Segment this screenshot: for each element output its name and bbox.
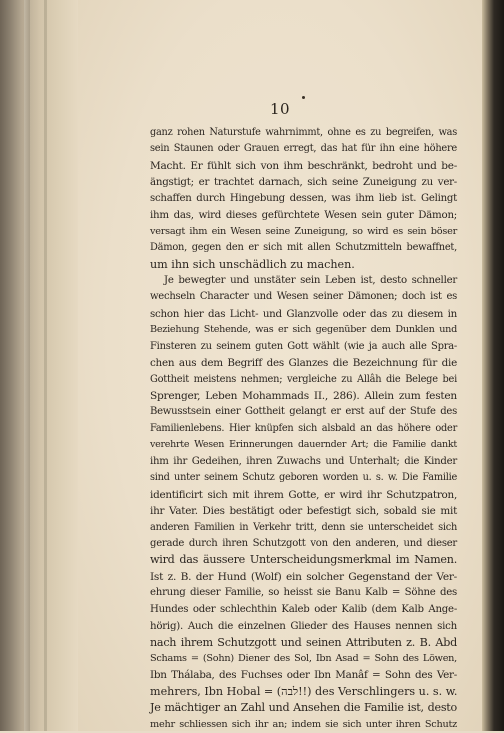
text-line: Gottheit meistens nehmen; vergleiche zu Allâh die Belege bei (150, 373, 457, 385)
page-number: 10 (269, 100, 291, 118)
text-line: ihr Vater. Dies bestätigt oder befestigt sich, sobald sie mit (150, 505, 457, 518)
text-line: Sprenger, Leben Mohammads II., 286). Allein zum festen (150, 390, 457, 402)
text-line: verehrte Wesen Erinnerungen dauernder Art; die Familie dankt (150, 439, 457, 451)
text-line: gerade durch ihren Schutzgott von den anderen, und dieser (150, 537, 457, 549)
text-line: chen aus dem Begriff des Glanzes die Bezeichnung für die (150, 357, 457, 370)
text-line: Dämon, gegen den er sich mit allen Schutzmitteln bewaffnet, (150, 242, 457, 254)
text-line: ihm ihr Gedeihen, ihren Zuwachs und Unterhalt; die Kinder (150, 455, 457, 467)
text-line: ihm das, wird dieses gefürchtete Wesen sein guter Dämon; (150, 209, 457, 222)
text-line: anderen Familien in Verkehr tritt, denn sie unterscheidet sich (150, 521, 457, 533)
text-line: schaffen durch Hingebung dessen, was ihm lieb ist. Gelingt (150, 192, 457, 204)
text-line: Schams = (Sohn) Diener des Sol, Ibn Asad = Sohn des Löwen, (150, 653, 457, 664)
book-binding (0, 0, 78, 731)
text-line: versagt ihm ein Wesen seine Zuneigung, so wird es sein böser (150, 225, 457, 237)
text-line: sein Staunen oder Grauen erregt, das hat für ihn eine höhere (150, 143, 457, 155)
text-line: Familienlebens. Hier knüpfen sich alsbald an das höhere oder (150, 422, 457, 434)
printer-mark (302, 96, 305, 99)
text-line: Beziehung Stehende, was er sich gegenüber dem Dunklen und (150, 324, 457, 336)
text-line: Bewusstsein einer Gottheit gelangt er erst auf der Stufe des (150, 406, 457, 418)
text-line: sind unter seinem Schutz geboren worden u. s. w. Die Familie (150, 472, 457, 484)
text-line: identificirt sich mit ihrem Gotte, er wird ihr Schutzpatron, (150, 488, 457, 501)
text-line: nach ihrem Schutzgott und seinen Attributen z. B. Abd (150, 635, 457, 649)
text-line: wechseln Character und Wesen seiner Dämonen; doch ist es (150, 291, 457, 303)
text-line: Macht. Er fühlt sich von ihm beschränkt, bedroht und be- (150, 159, 457, 172)
body-text (150, 125, 457, 733)
text-line: ängstigt; er trachtet darnach, sich seine Zuneigung zu ver- (150, 176, 457, 189)
page-right-edge (482, 0, 504, 731)
text-line: schon hier das Licht- und Glanzvolle oder das zu diesem in (150, 307, 457, 320)
text-line: Je bewegter und unstäter sein Leben ist, desto schneller (164, 274, 457, 286)
text-line: ehrung dieser Familie, so heisst sie Banu Kalb = Söhne des (150, 587, 457, 599)
text-line: hörig). Auch die einzelnen Glieder des Hauses nennen sich (150, 620, 457, 633)
text-line: Ist z. B. der Hund (Wolf) ein solcher Gegenstand der Ver- (150, 570, 457, 583)
text-line: Hundes oder schlechthin Kaleb oder Kalib (dem Kalb Ange- (150, 603, 457, 615)
text-line: Je mächtiger an Zahl und Ansehen die Familie ist, desto (150, 701, 457, 715)
text-line: Finsteren zu seinem guten Gott wählt (wie ja auch alle Spra- (150, 340, 457, 352)
text-line: wird das äussere Unterscheidungsmerkmal im Namen. (150, 553, 457, 567)
text-line: Ibn Thálaba, des Fuchses oder Ibn Manâf = Sohn des Ver- (150, 669, 457, 682)
text-line: ganz rohen Naturstufe wahrnimmt, ohne es zu begreifen, was (150, 127, 457, 138)
text-line: mehr schliessen sich ihr an; indem sie sich unter ihren Schutz (150, 718, 457, 730)
text-line: mehrers, Ibn Hobal = (לבה!!) des Verschlingers u. s. w. (150, 684, 458, 698)
text-line: um ihn sich unschädlich zu machen. (150, 257, 355, 271)
